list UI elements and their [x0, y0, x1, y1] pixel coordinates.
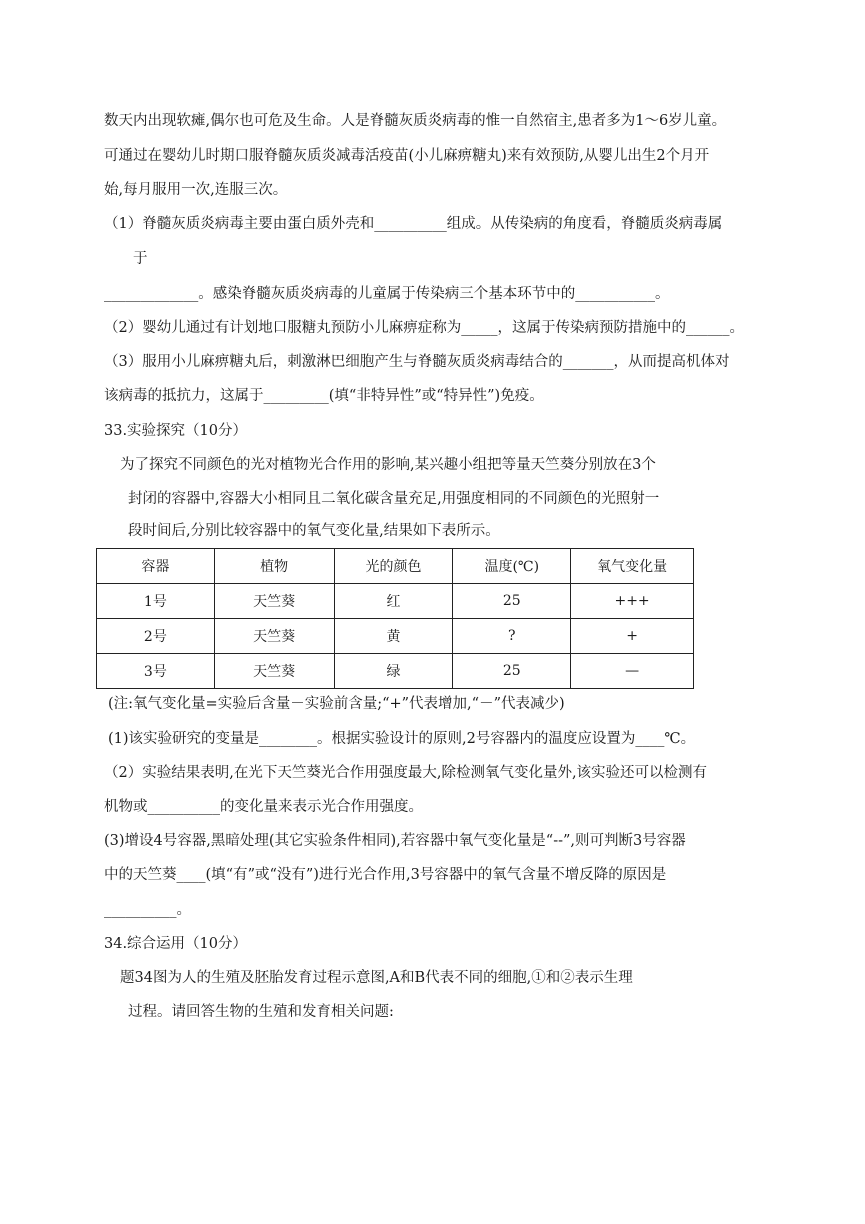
- results-table: [96, 548, 694, 689]
- q33-part3-line1: (3)增设4号容器,黑暗处理(其它实验条件相同),若容器中氧气变化量是“--”,则可判断3号容器: [104, 833, 686, 849]
- table-cell: 黄: [334, 619, 453, 654]
- table-header-row: [97, 549, 694, 584]
- table-row: [97, 619, 694, 654]
- q33-intro-line1: 为了探究不同颜色的光对植物光合作用的影响,某兴趣小组把等量天竺葵分别放在3个: [120, 457, 656, 473]
- header-cell: 容器: [97, 549, 215, 584]
- q34-intro-line1: 题34图为人的生殖及胚胎发育过程示意图,A和B代表不同的细胞,①和②表示生理: [120, 970, 633, 986]
- table-cell: ?: [453, 619, 571, 654]
- q33-part3-line3: __________。: [104, 902, 191, 918]
- q33-part2-line1: （2）实验结果表明,在光下天竺葵光合作用强度最大,除检测氧气变化量外,该实验还可以检测有: [104, 765, 708, 781]
- table-cell: 天竺葵: [214, 619, 334, 654]
- q33-part1: (1)该实验研究的变量是________。根据实验设计的原则,2号容器内的温度应设置为____℃。: [108, 731, 696, 747]
- q34-heading: 34.综合运用（10分）: [104, 936, 248, 952]
- q33-part3-line2: 中的天竺葵____(填“有”或“没有”)进行光合作用,3号容器中的氧气含量不增反降的原因是: [104, 867, 667, 883]
- header-cell: 植物: [214, 549, 334, 584]
- table-cell: —: [571, 654, 694, 689]
- q33-intro-line2: 封闭的容器中,容器大小相同且二氧化碳含量充足,用强度相同的不同颜色的光照射一: [128, 491, 660, 507]
- q33-part2-line2: 机物或__________的变化量来表示光合作用强度。: [104, 799, 423, 815]
- text-line: 始,每月服用一次,连服三次。: [104, 182, 288, 198]
- header-cell: 光的颜色: [334, 549, 453, 584]
- q32-part1-line3: _____________。感染脊髓灰质炎病毒的儿童属于传染病三个基本环节中的___________。: [104, 286, 670, 302]
- header-cell: 温度(℃): [453, 549, 571, 584]
- table-cell: 天竺葵: [214, 584, 334, 619]
- table-cell: 25: [453, 654, 571, 689]
- q33-heading: 33.实验探究（10分）: [104, 423, 248, 439]
- table-cell: +: [571, 619, 694, 654]
- header-cell: 氧气变化量: [571, 549, 694, 584]
- q32-part2: （2）婴幼儿通过有计划地口服糖丸预防小儿麻痹症称为_____，这属于传染病预防措施中的______。: [104, 320, 744, 336]
- table-cell: 25: [453, 584, 571, 619]
- table-cell: 2号: [97, 619, 215, 654]
- table-cell: +++: [571, 584, 694, 619]
- q32-part1-line1: （1）脊髓灰质炎病毒主要由蛋白质外壳和__________组成。从传染病的角度看，脊髓质炎病毒属: [104, 216, 723, 232]
- table-cell: 红: [334, 584, 453, 619]
- q32-part3-line2: 该病毒的抵抗力，这属于_________(填“非特异性”或“特异性”)免疫。: [104, 388, 544, 404]
- q33-intro-line3: 段时间后,分别比较容器中的氧气变化量,结果如下表所示。: [128, 523, 500, 539]
- table-cell: 1号: [97, 584, 215, 619]
- table-row: [97, 584, 694, 619]
- q32-part3-line1: （3）服用小儿麻痹糖丸后，刺激淋巴细胞产生与脊髓灰质炎病毒结合的_______，从而提高机体对: [104, 354, 730, 370]
- table-cell: 天竺葵: [214, 654, 334, 689]
- q32-part1-line2: 于: [133, 251, 148, 267]
- table-cell: 绿: [334, 654, 453, 689]
- table-row: [97, 654, 694, 689]
- q34-intro-line2: 过程。请回答生物的生殖和发育相关问题:: [128, 1004, 394, 1020]
- text-line: 可通过在婴幼儿时期口服脊髓灰质炎减毒活疫苗(小儿麻痹糖丸)来有效预防,从婴儿出生2个月开: [104, 148, 710, 164]
- table-cell: 3号: [97, 654, 215, 689]
- text-line: 数天内出现软瘫,偶尔也可危及生命。人是脊髓灰质炎病毒的惟一自然宿主,患者多为1～6岁儿童。: [104, 113, 727, 129]
- table-note: (注:氧气变化量=实验后含量－实验前含量;“+”代表增加,“－”代表减少): [108, 696, 565, 712]
